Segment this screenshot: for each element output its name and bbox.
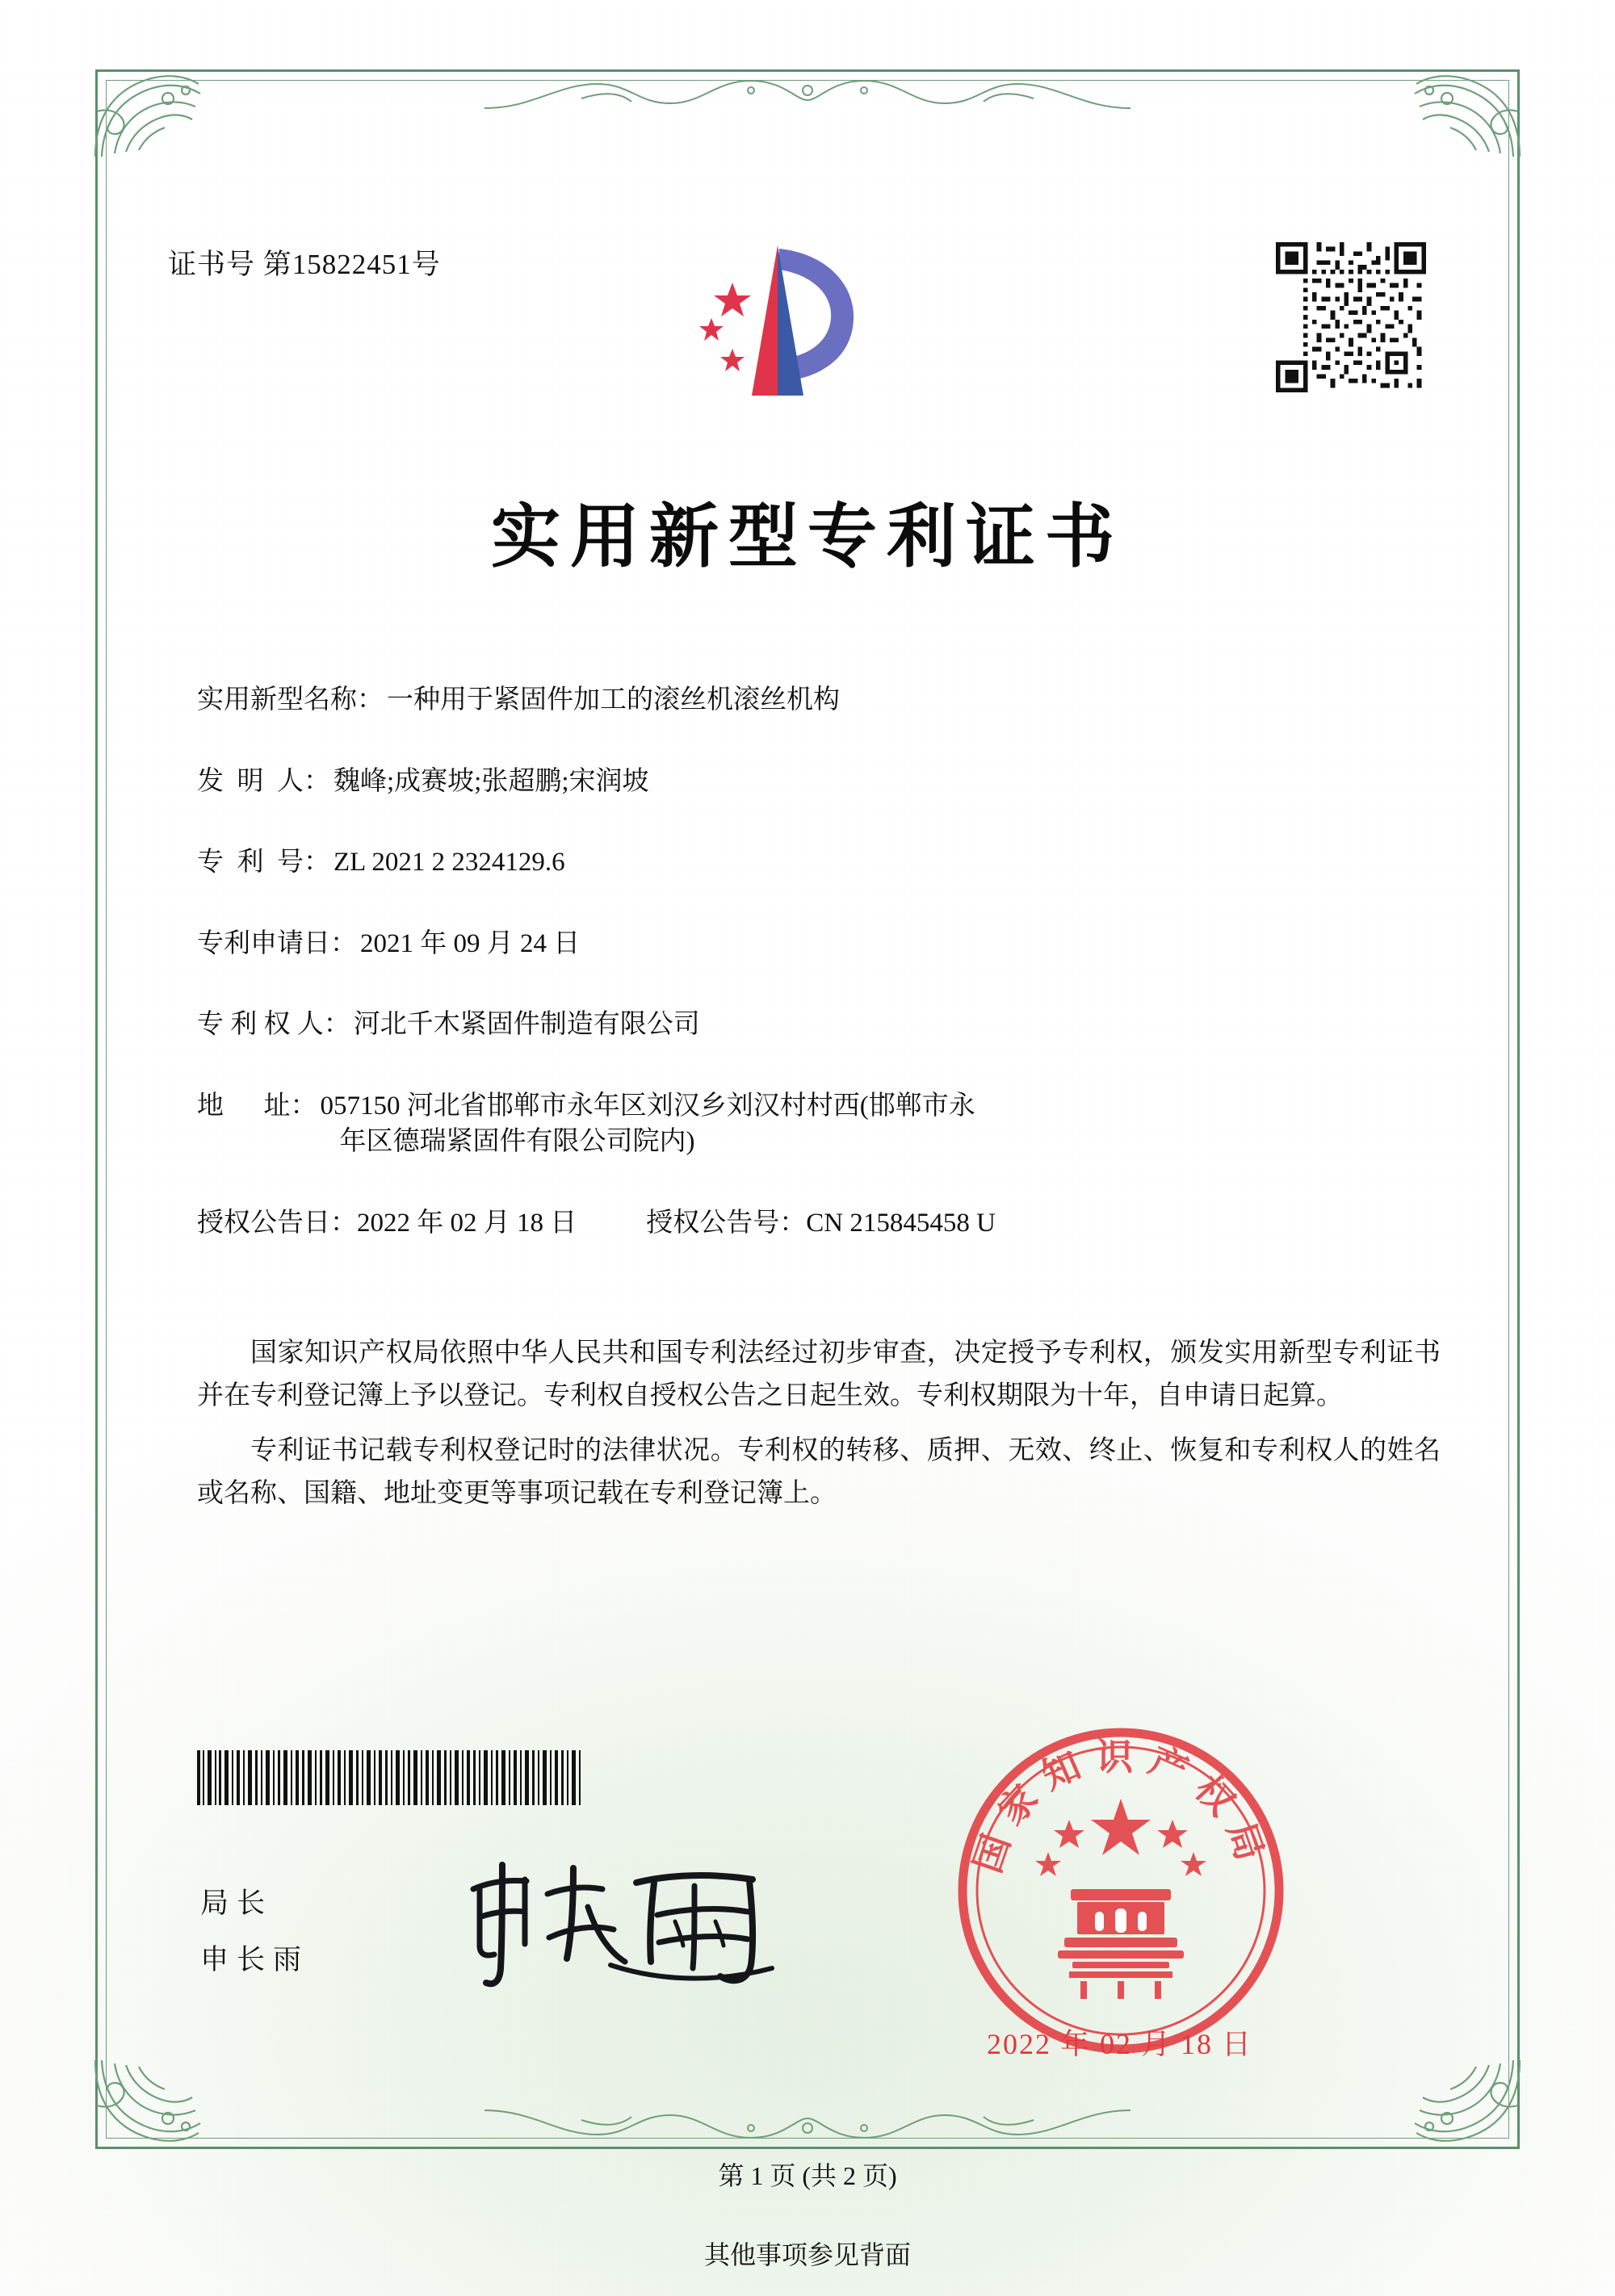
field-label: 专 利 权 人： bbox=[197, 1010, 350, 1040]
grant-number-label: 授权公告号： bbox=[646, 1208, 807, 1238]
seal-date: 2022 年 02 月 18 日 bbox=[987, 2028, 1253, 2060]
field-value: 河北千木紧固件制造有限公司 bbox=[353, 1010, 700, 1040]
field-row-grant bbox=[197, 1205, 1433, 1242]
field-value: 057150 河北省邯郸市永年区刘汉乡刘汉村村西(邯郸市永 bbox=[320, 1091, 975, 1121]
field-row-patentee bbox=[197, 1007, 1433, 1043]
grant-date-label: 授权公告日： bbox=[197, 1208, 357, 1238]
qr-code bbox=[1276, 242, 1426, 392]
footnote: 其他事项参见背面 bbox=[703, 2240, 911, 2269]
svg-text:国家知识产权局: 国家知识产权局 bbox=[967, 1737, 1275, 1878]
field-row-inventors bbox=[197, 764, 1433, 800]
barcode bbox=[197, 1750, 609, 1805]
page-indicator: 第 1 页 (共 2 页) bbox=[718, 2161, 897, 2190]
field-value: 一种用于紧固件加工的滚丝机滚丝机构 bbox=[387, 685, 840, 714]
field-value-wrapper bbox=[317, 1088, 1433, 1160]
handwritten-signature bbox=[452, 1847, 799, 1992]
cnipa-logo-icon bbox=[682, 234, 876, 412]
field-value: 魏峰;成赛坡;张超鹏;宋润坡 bbox=[333, 766, 649, 796]
field-value: 2021 年 09 月 24 日 bbox=[360, 928, 581, 958]
field-value-line2: 年区德瑞紧固件有限公司院内) bbox=[339, 1127, 695, 1157]
field-label: 实用新型名称： bbox=[197, 685, 384, 714]
paragraph-1: 国家知识产权局依照中华人民共和国专利法经过初步审查，决定授予专利权，颁发实用新型专利证书并在专利登记簿上予以登记。专利权自授权公告之日起生效。专利权期限为十年，自申请日起算。 bbox=[197, 1339, 1441, 1411]
corner-ornament-icon bbox=[1403, 2057, 1525, 2154]
field-value: ZL 2021 2 2324129.6 bbox=[333, 848, 565, 878]
grant-date-value: 2022 年 02 月 18 日 bbox=[357, 1208, 577, 1238]
corner-ornament-icon bbox=[90, 63, 212, 160]
top-ornament-icon bbox=[484, 66, 1130, 123]
official-seal bbox=[951, 1721, 1290, 2060]
page-title: 实用新型专利证书 bbox=[491, 496, 1124, 577]
field-list bbox=[197, 682, 1433, 1273]
paragraph-2: 专利证书记载专利权登记时的法律状况。专利权的转移、质押、无效、终止、恢复和专利权人的姓名或名称、国籍、地址变更等事项记载在专利登记簿上。 bbox=[197, 1435, 1441, 1509]
director-title-label: 局长 bbox=[200, 1887, 274, 1919]
director-name-label: 申长雨 bbox=[200, 1944, 310, 1975]
field-row-patent-number bbox=[197, 844, 1433, 881]
certificate-number: 证书号 第15822451号 bbox=[168, 249, 441, 280]
field-label: 地 址： bbox=[197, 1091, 317, 1121]
field-label: 专 利 号： bbox=[197, 848, 330, 878]
field-row-address bbox=[197, 1088, 1433, 1160]
field-label: 发 明 人： bbox=[197, 766, 330, 796]
field-label: 专利申请日： bbox=[197, 928, 357, 958]
corner-ornament-icon bbox=[90, 2057, 212, 2154]
legal-text-block bbox=[197, 1332, 1441, 1527]
field-row-application-date bbox=[197, 926, 1433, 962]
field-row-name bbox=[197, 682, 1433, 719]
corner-ornament-icon bbox=[1403, 63, 1525, 160]
grant-number-value: CN 215845458 U bbox=[806, 1208, 996, 1238]
bottom-ornament-icon bbox=[484, 2096, 1130, 2152]
